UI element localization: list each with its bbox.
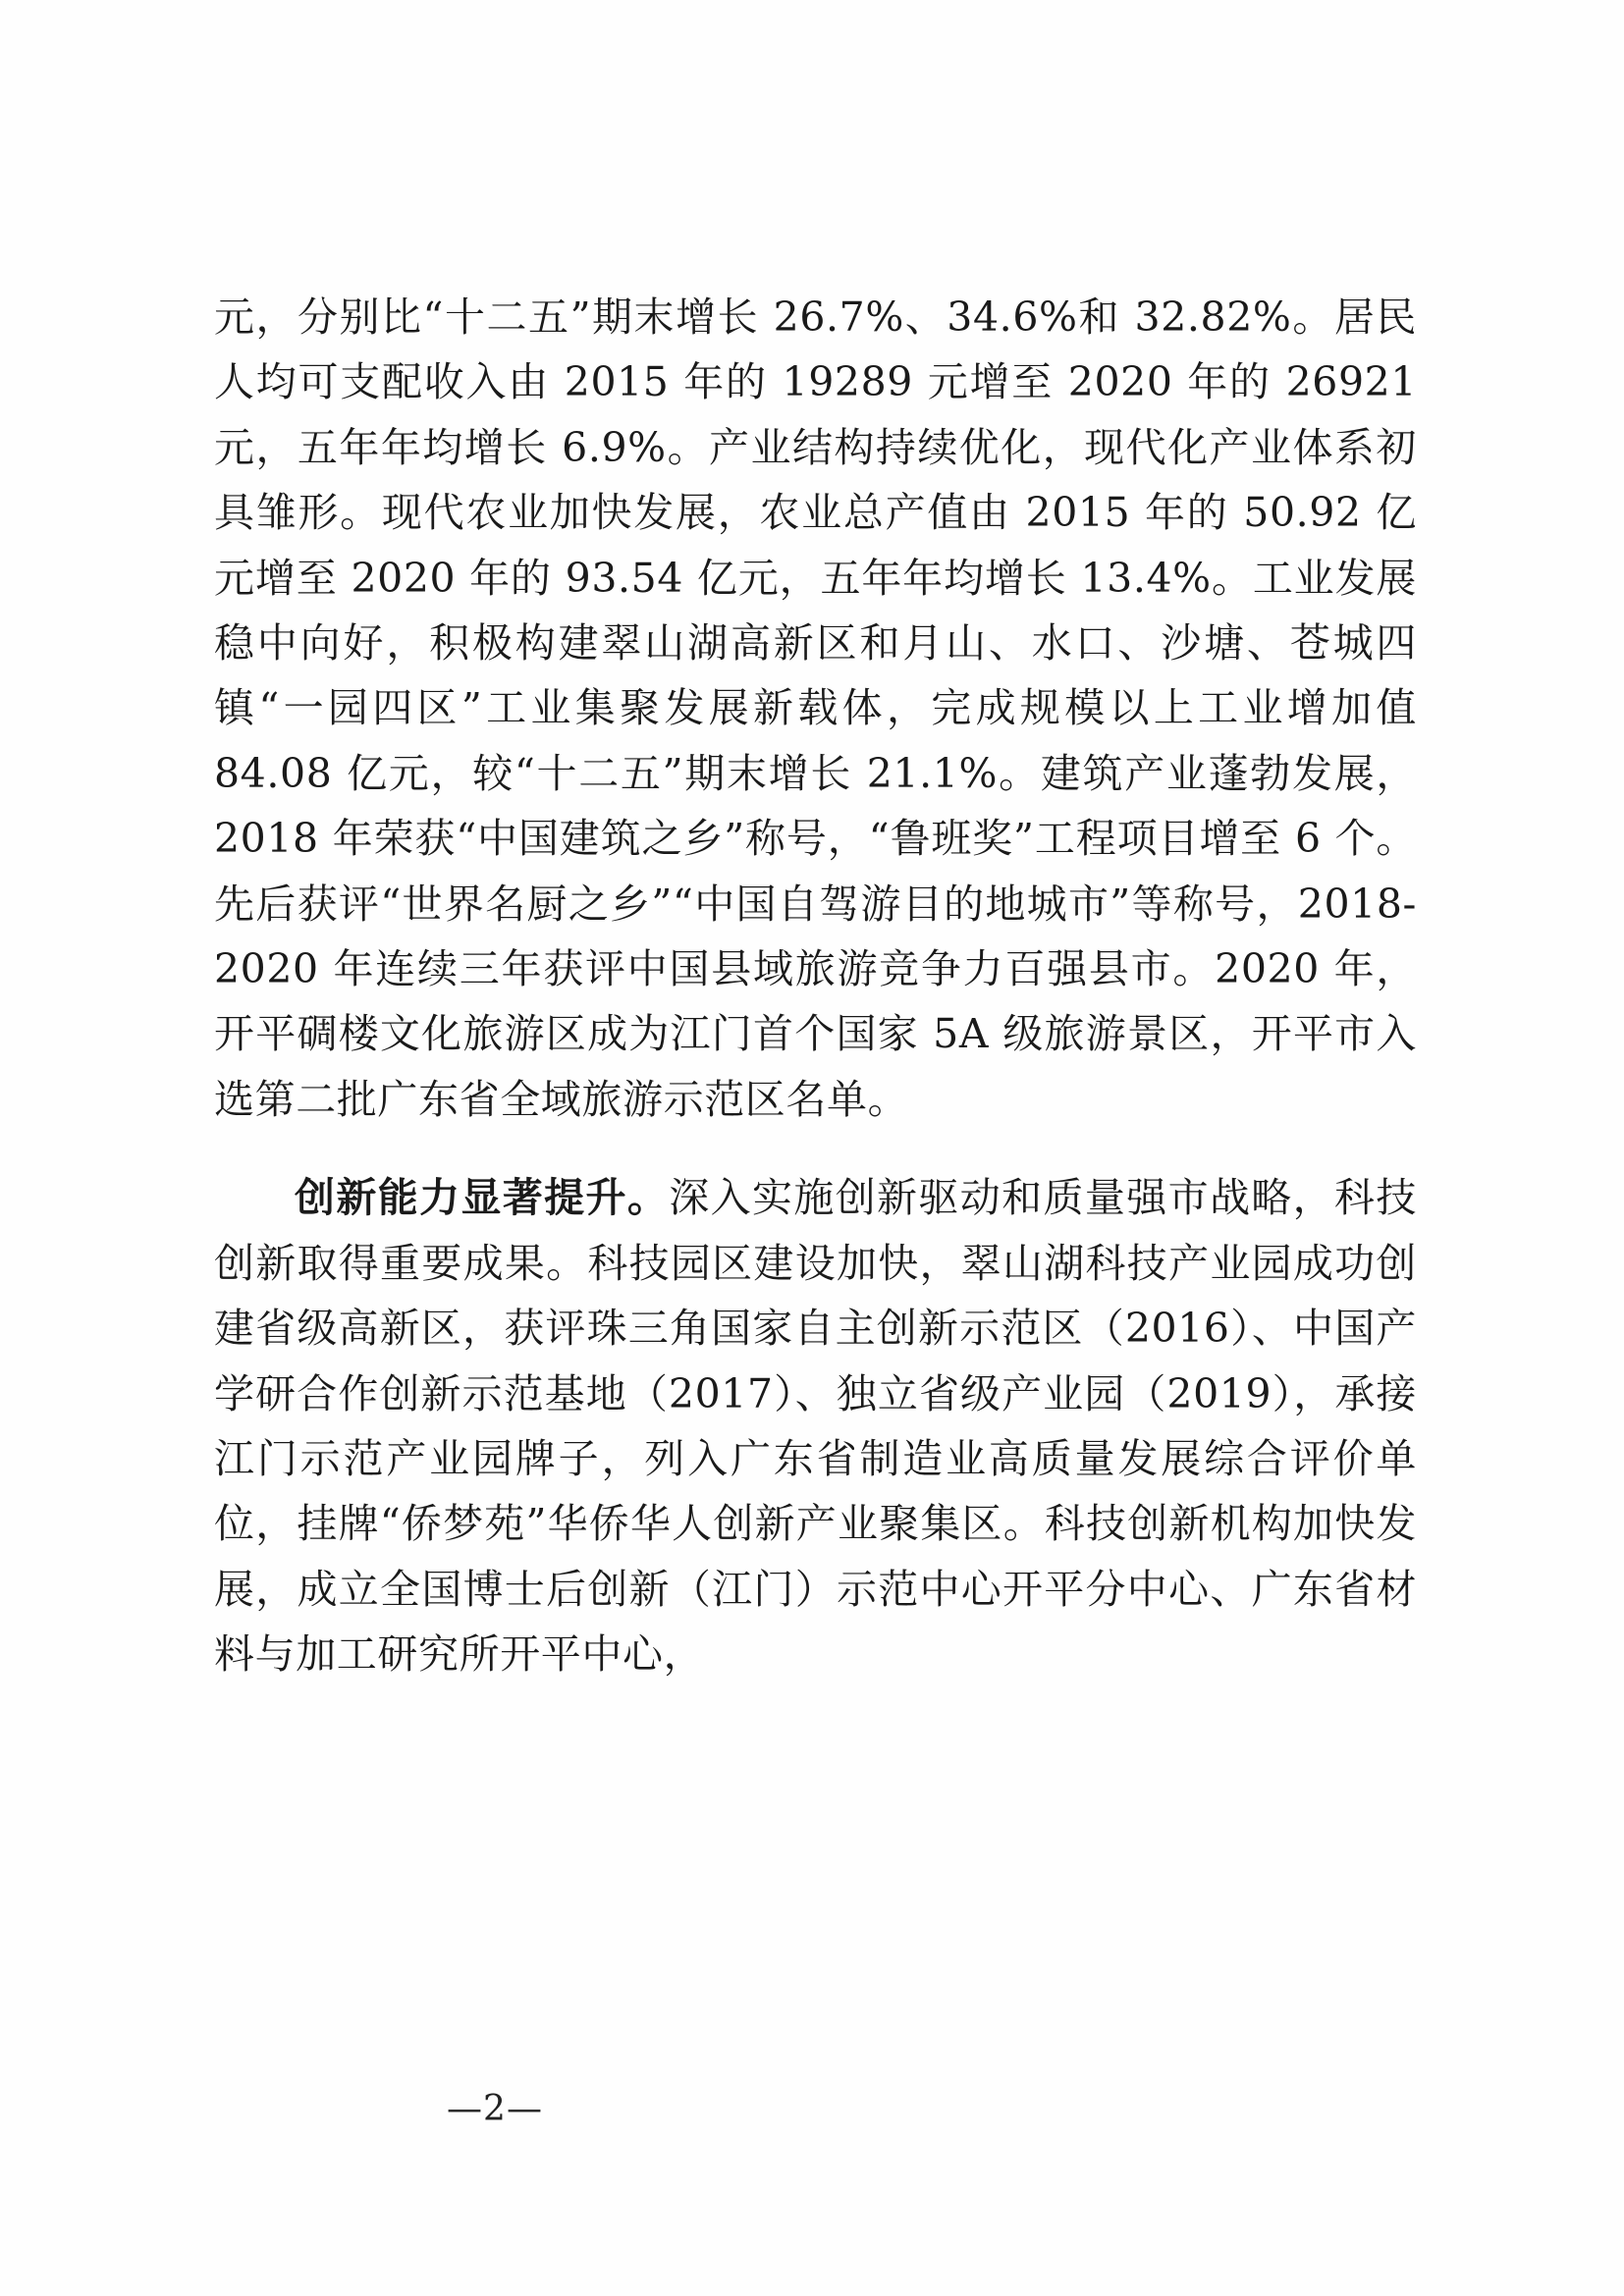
page-footer <box>0 2089 1624 2129</box>
paragraph-economy-text: 元，分别比“十二五”期末增长 26.7%、34.6%和 32.82%。居民人均可支配收入由 2015 年的 19289 元增至 2020 年的 26921 元，五年年均增长 6.9%。产业结构持续优化，现代化产业体系初具雏形。现代农业加快发展，农业总产值由 2015 年的 50.92 亿元增至 2020 年的 93.54 亿元，五年年均增长 13.4%。工业发展稳中向好，积极构建翠山湖高新区和月山、水口、沙塘、苍城四镇“一园四区”工业集聚发展新载体，完成规模以上工业增加值 84.08 亿元，较“十二五”期末增长 21.1%。建筑产业蓬勃发展，2018 年荣获“中国建筑之乡”称号，“鲁班奖”工程项目增至 6 个。先后获评“世界名厨之乡”“中国自驾游目的地城市”等称号，2018-2020 年连续三年获评中国县域旅游竞争力百强县市。2020 年，开平碉楼文化旅游区成为江门首个国家 5A 级旅游景区，开平市入选第二批广东省全域旅游示范区名单。 <box>214 294 1417 1123</box>
page-body <box>214 285 1417 1687</box>
paragraph-innovation-lead: 创新能力显著提升。 <box>295 1174 670 1222</box>
page-number: —2— <box>447 2089 543 2129</box>
paragraph-economy <box>214 285 1417 1132</box>
paragraph-innovation <box>214 1165 1417 1686</box>
paragraph-innovation-text: 深入实施创新驱动和质量强市战略，科技创新取得重要成果。科技园区建设加快，翠山湖科技产业园成功创建省级高新区，获评珠三角国家自主创新示范区（2016）、中国产学研合作创新示范基地（2017）、独立省级产业园（2019），承接江门示范产业园牌子，列入广东省制造业高质量发展综合评价单位，挂牌“侨梦苑”华侨华人创新产业聚集区。科技创新机构加快发展，成立全国博士后创新（江门）示范中心开平分中心、广东省材料与加工研究所开平中心， <box>214 1174 1417 1679</box>
